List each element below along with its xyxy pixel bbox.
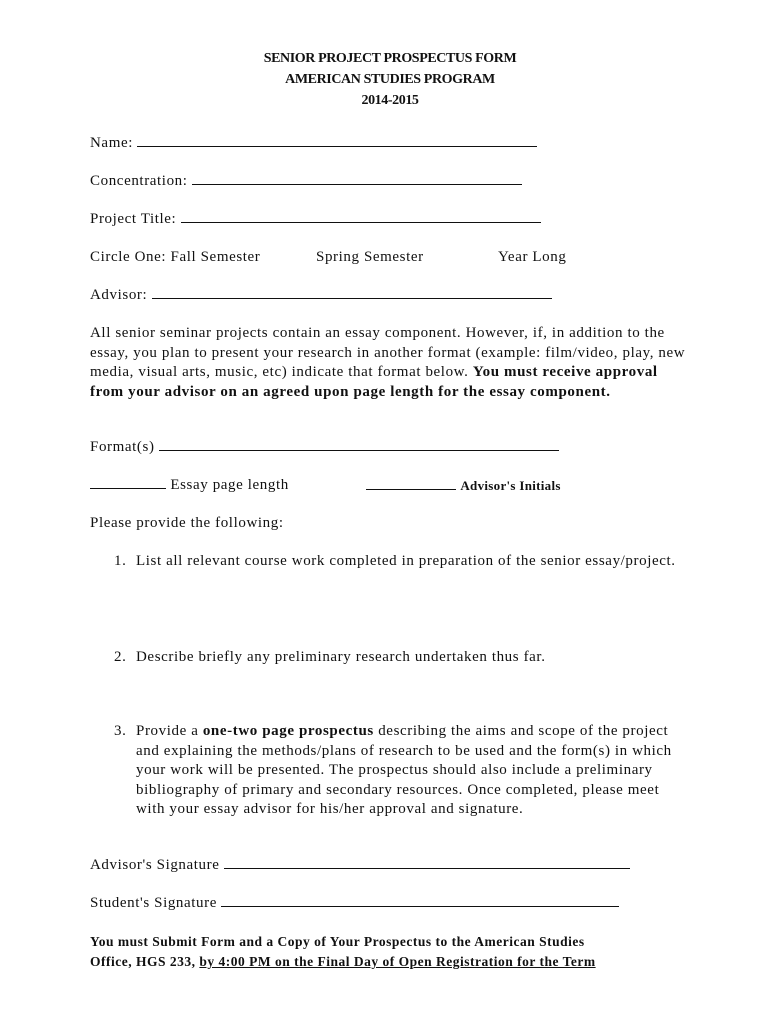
- advisor-initials-group: [366, 476, 561, 497]
- option-spring-semester[interactable]: Spring Semester: [316, 249, 424, 265]
- list-item-3-number: 3.: [114, 723, 127, 739]
- circle-one-row: [90, 248, 690, 268]
- advisor-initials-field[interactable]: [366, 477, 456, 490]
- list-item-3-text-start: Provide a: [136, 723, 203, 739]
- option-year-long[interactable]: Year Long: [498, 249, 567, 265]
- submission-line-2: [90, 952, 690, 972]
- option-fall-semester[interactable]: Fall Semester: [170, 249, 261, 265]
- advisor-signature-field[interactable]: [224, 856, 630, 869]
- list-item-2-number: 2.: [114, 649, 127, 665]
- project-title-field[interactable]: [181, 210, 541, 223]
- intro-bold-text: You must receive approval from your advisor on an agreed upon page length for the essay component.: [90, 364, 658, 400]
- title-line-2: AMERICAN STUDIES PROGRAM: [285, 72, 495, 87]
- submission-instructions: [90, 932, 690, 971]
- list-item-3-text: [136, 722, 686, 820]
- prospectus-form: [90, 48, 690, 969]
- name-field[interactable]: [137, 134, 537, 147]
- advisor-initials-label: Advisor's Initials: [460, 478, 561, 493]
- provide-heading: Please provide the following:: [90, 515, 284, 531]
- essay-length-row: [90, 476, 690, 496]
- submission-deadline: by 4:00 PM on the Final Day of Open Registration for the Term: [199, 953, 596, 969]
- essay-length-label: Essay page length: [170, 477, 289, 493]
- advisor-row: [90, 286, 552, 306]
- essay-length-field[interactable]: [90, 476, 166, 489]
- title-line-1: SENIOR PROJECT PROSPECTUS FORM: [263, 51, 517, 66]
- submission-office: Office, HGS 233,: [90, 953, 200, 969]
- project-title-label: Project Title:: [90, 211, 177, 227]
- name-label: Name:: [90, 135, 133, 151]
- concentration-label: Concentration:: [90, 173, 188, 189]
- student-signature-row: [90, 894, 619, 914]
- list-item-2-text: Describe briefly any preliminary research undertaken thus far.: [136, 649, 546, 665]
- format-field[interactable]: [159, 438, 559, 451]
- advisor-field[interactable]: [152, 286, 552, 299]
- list-item-3-text-rest: describing the aims and scope of the project and explaining the methods/plans of research to be used and the form(s) in which your work will be presented. The prospectus should also include a preliminary bibliography of primary and secondary resources. Once completed, please meet with your essay advisor for his/her approval and signature.: [136, 723, 672, 817]
- name-row: [90, 134, 537, 154]
- concentration-row: [90, 172, 522, 192]
- intro-paragraph: [90, 324, 690, 402]
- intro-text: All senior seminar projects contain an essay component. However, if, in addition to the essay, you plan to present your research in another format (example: film/video, play, new media, visual arts, music, etc) indicate that format below.: [90, 325, 686, 380]
- form-title: [90, 48, 690, 111]
- advisor-signature-label: Advisor's Signature: [90, 857, 220, 873]
- advisor-label: Advisor:: [90, 287, 148, 303]
- student-signature-label: Student's Signature: [90, 895, 218, 911]
- advisor-signature-row: [90, 856, 630, 876]
- title-line-3: 2014-2015: [361, 93, 419, 108]
- student-signature-field[interactable]: [221, 894, 619, 907]
- list-item-1-number: 1.: [114, 553, 127, 569]
- list-item-3-bold: one-two page prospectus: [202, 723, 374, 739]
- format-row: [90, 438, 559, 458]
- list-item-1-text: List all relevant course work completed in preparation of the senior essay/project.: [136, 553, 676, 569]
- project-title-row: [90, 210, 541, 230]
- circle-one-label: Circle One:: [90, 249, 167, 265]
- concentration-field[interactable]: [192, 172, 522, 185]
- format-label: Format(s): [90, 439, 155, 455]
- submission-line-1: You must Submit Form and a Copy of Your Prospectus to the American Studies: [90, 934, 585, 949]
